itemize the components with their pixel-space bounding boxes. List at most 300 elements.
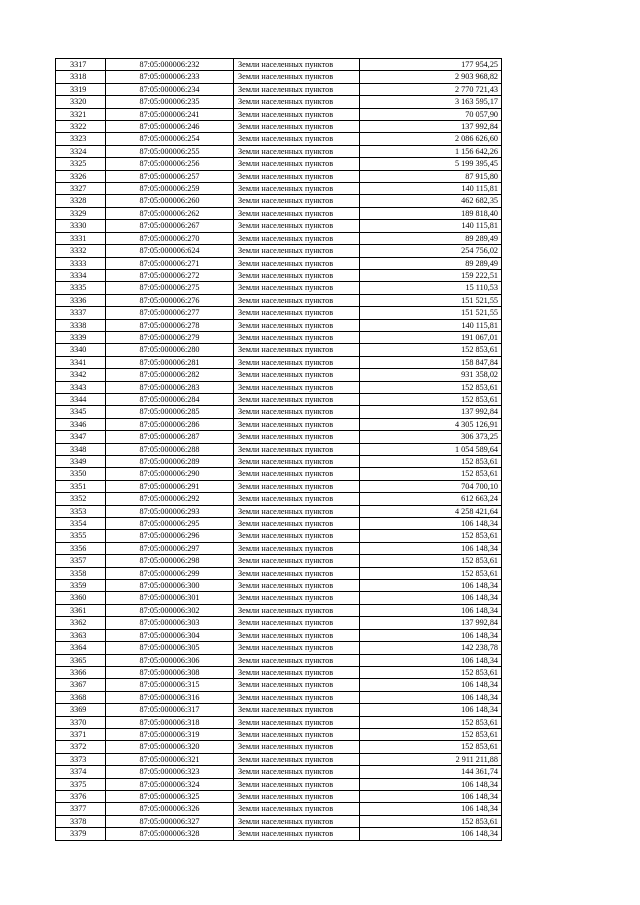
land-category-cell: Земли населенных пунктов	[234, 728, 360, 740]
cadastral-value-cell: 191 067,01	[360, 331, 502, 343]
table-row	[56, 679, 502, 691]
row-number-cell: 3355	[56, 530, 106, 542]
cadastral-value-cell: 152 853,61	[360, 666, 502, 678]
cadastral-value-cell: 704 700,10	[360, 480, 502, 492]
row-number-cell: 3320	[56, 96, 106, 108]
cadastral-number-cell: 87:05:000006:284	[106, 393, 234, 405]
table-body	[56, 59, 502, 841]
row-number-cell: 3347	[56, 431, 106, 443]
row-number-cell: 3330	[56, 220, 106, 232]
cadastral-value-cell: 106 148,34	[360, 592, 502, 604]
cadastral-number-cell: 87:05:000006:302	[106, 604, 234, 616]
table-row	[56, 728, 502, 740]
land-category-cell: Земли населенных пунктов	[234, 195, 360, 207]
cadastral-number-cell: 87:05:000006:317	[106, 704, 234, 716]
cadastral-number-cell: 87:05:000006:255	[106, 145, 234, 157]
table-row	[56, 555, 502, 567]
row-number-cell: 3352	[56, 493, 106, 505]
table-row	[56, 493, 502, 505]
cadastral-number-cell: 87:05:000006:232	[106, 59, 234, 71]
cadastral-value-cell: 106 148,34	[360, 778, 502, 790]
table-row	[56, 766, 502, 778]
cadastral-value-cell: 137 992,84	[360, 121, 502, 133]
row-number-cell: 3377	[56, 803, 106, 815]
row-number-cell: 3372	[56, 741, 106, 753]
cadastral-value-cell: 152 853,61	[360, 468, 502, 480]
cadastral-number-cell: 87:05:000006:277	[106, 307, 234, 319]
cadastral-value-cell: 106 148,34	[360, 704, 502, 716]
cadastral-value-cell: 106 148,34	[360, 542, 502, 554]
row-number-cell: 3324	[56, 145, 106, 157]
row-number-cell: 3322	[56, 121, 106, 133]
cadastral-number-cell: 87:05:000006:246	[106, 121, 234, 133]
cadastral-value-cell: 106 148,34	[360, 691, 502, 703]
cadastral-value-cell: 152 853,61	[360, 728, 502, 740]
row-number-cell: 3362	[56, 617, 106, 629]
row-number-cell: 3331	[56, 232, 106, 244]
cadastral-number-cell: 87:05:000006:286	[106, 418, 234, 430]
land-category-cell: Земли населенных пунктов	[234, 232, 360, 244]
cadastral-value-cell: 152 853,61	[360, 567, 502, 579]
cadastral-number-cell: 87:05:000006:323	[106, 766, 234, 778]
land-category-cell: Земли населенных пунктов	[234, 580, 360, 592]
cadastral-number-cell: 87:05:000006:301	[106, 592, 234, 604]
land-category-cell: Земли населенных пунктов	[234, 778, 360, 790]
cadastral-number-cell: 87:05:000006:305	[106, 642, 234, 654]
cadastral-number-cell: 87:05:000006:288	[106, 443, 234, 455]
table-row	[56, 741, 502, 753]
row-number-cell: 3329	[56, 207, 106, 219]
cadastral-value-cell: 4 258 421,64	[360, 505, 502, 517]
table-row	[56, 518, 502, 530]
land-category-cell: Земли населенных пунктов	[234, 679, 360, 691]
cadastral-number-cell: 87:05:000006:295	[106, 518, 234, 530]
cadastral-value-cell: 189 818,40	[360, 207, 502, 219]
cadastral-value-cell: 2 086 626,60	[360, 133, 502, 145]
land-category-cell: Земли населенных пунктов	[234, 245, 360, 257]
cadastral-value-cell: 140 115,81	[360, 319, 502, 331]
table-row	[56, 580, 502, 592]
land-category-cell: Земли населенных пунктов	[234, 121, 360, 133]
row-number-cell: 3357	[56, 555, 106, 567]
cadastral-value-cell: 158 847,84	[360, 356, 502, 368]
table-row	[56, 369, 502, 381]
cadastral-value-cell: 3 163 595,17	[360, 96, 502, 108]
cadastral-value-cell: 87 915,80	[360, 170, 502, 182]
row-number-cell: 3325	[56, 158, 106, 170]
row-number-cell: 3336	[56, 294, 106, 306]
table-row	[56, 269, 502, 281]
table-row	[56, 133, 502, 145]
land-category-cell: Земли населенных пунктов	[234, 71, 360, 83]
cadastral-number-cell: 87:05:000006:292	[106, 493, 234, 505]
cadastral-number-cell: 87:05:000006:270	[106, 232, 234, 244]
cadastral-value-cell: 89 289,49	[360, 257, 502, 269]
table-row	[56, 604, 502, 616]
land-category-cell: Земли населенных пунктов	[234, 269, 360, 281]
land-category-cell: Земли населенных пунктов	[234, 406, 360, 418]
cadastral-number-cell: 87:05:000006:328	[106, 828, 234, 840]
cadastral-value-cell: 4 305 126,91	[360, 418, 502, 430]
row-number-cell: 3321	[56, 108, 106, 120]
row-number-cell: 3343	[56, 381, 106, 393]
land-category-cell: Земли населенных пунктов	[234, 815, 360, 827]
cadastral-number-cell: 87:05:000006:315	[106, 679, 234, 691]
cadastral-number-cell: 87:05:000006:291	[106, 480, 234, 492]
cadastral-value-cell: 254 756,02	[360, 245, 502, 257]
land-category-cell: Земли населенных пунктов	[234, 480, 360, 492]
land-category-cell: Земли населенных пунктов	[234, 716, 360, 728]
cadastral-number-cell: 87:05:000006:260	[106, 195, 234, 207]
row-number-cell: 3318	[56, 71, 106, 83]
land-category-cell: Земли населенных пунктов	[234, 431, 360, 443]
land-category-cell: Земли населенных пунктов	[234, 133, 360, 145]
land-category-cell: Земли населенных пунктов	[234, 567, 360, 579]
table-row	[56, 642, 502, 654]
land-category-cell: Земли населенных пунктов	[234, 456, 360, 468]
cadastral-value-cell: 151 521,55	[360, 307, 502, 319]
table-row	[56, 257, 502, 269]
cadastral-number-cell: 87:05:000006:298	[106, 555, 234, 567]
row-number-cell: 3319	[56, 83, 106, 95]
land-category-cell: Земли населенных пунктов	[234, 418, 360, 430]
table-row	[56, 319, 502, 331]
cadastral-value-cell: 106 148,34	[360, 803, 502, 815]
land-category-cell: Земли населенных пунктов	[234, 803, 360, 815]
row-number-cell: 3342	[56, 369, 106, 381]
cadastral-number-cell: 87:05:000006:276	[106, 294, 234, 306]
row-number-cell: 3379	[56, 828, 106, 840]
table-row	[56, 294, 502, 306]
land-category-cell: Земли населенных пунктов	[234, 592, 360, 604]
table-row	[56, 406, 502, 418]
table-row	[56, 158, 502, 170]
land-category-cell: Земли населенных пунктов	[234, 294, 360, 306]
table-row	[56, 803, 502, 815]
table-row	[56, 282, 502, 294]
row-number-cell: 3339	[56, 331, 106, 343]
row-number-cell: 3328	[56, 195, 106, 207]
row-number-cell: 3370	[56, 716, 106, 728]
land-category-cell: Земли населенных пунктов	[234, 666, 360, 678]
table-row	[56, 220, 502, 232]
land-category-cell: Земли населенных пунктов	[234, 753, 360, 765]
table-row	[56, 356, 502, 368]
table-row	[56, 716, 502, 728]
cadastral-value-cell: 5 199 395,45	[360, 158, 502, 170]
cadastral-number-cell: 87:05:000006:321	[106, 753, 234, 765]
table-row	[56, 96, 502, 108]
table-row	[56, 790, 502, 802]
cadastral-number-cell: 87:05:000006:283	[106, 381, 234, 393]
cadastral-value-cell: 462 682,35	[360, 195, 502, 207]
cadastral-value-cell: 106 148,34	[360, 604, 502, 616]
table-row	[56, 542, 502, 554]
cadastral-number-cell: 87:05:000006:259	[106, 183, 234, 195]
land-category-cell: Земли населенных пунктов	[234, 369, 360, 381]
cadastral-value-cell: 152 853,61	[360, 815, 502, 827]
cadastral-value-cell: 144 361,74	[360, 766, 502, 778]
row-number-cell: 3338	[56, 319, 106, 331]
row-number-cell: 3367	[56, 679, 106, 691]
cadastral-number-cell: 87:05:000006:262	[106, 207, 234, 219]
row-number-cell: 3332	[56, 245, 106, 257]
cadastral-number-cell: 87:05:000006:326	[106, 803, 234, 815]
cadastral-number-cell: 87:05:000006:289	[106, 456, 234, 468]
cadastral-number-cell: 87:05:000006:324	[106, 778, 234, 790]
land-category-cell: Земли населенных пунктов	[234, 331, 360, 343]
table-row	[56, 71, 502, 83]
cadastral-number-cell: 87:05:000006:320	[106, 741, 234, 753]
cadastral-number-cell: 87:05:000006:306	[106, 654, 234, 666]
cadastral-number-cell: 87:05:000006:233	[106, 71, 234, 83]
cadastral-value-cell: 159 222,51	[360, 269, 502, 281]
table-row	[56, 704, 502, 716]
land-category-cell: Земли населенных пунктов	[234, 381, 360, 393]
row-number-cell: 3345	[56, 406, 106, 418]
cadastral-value-cell: 106 148,34	[360, 518, 502, 530]
row-number-cell: 3351	[56, 480, 106, 492]
cadastral-number-cell: 87:05:000006:327	[106, 815, 234, 827]
cadastral-number-cell: 87:05:000006:299	[106, 567, 234, 579]
table-row	[56, 778, 502, 790]
land-category-cell: Земли населенных пунктов	[234, 83, 360, 95]
cadastral-value-cell: 106 148,34	[360, 790, 502, 802]
land-category-cell: Земли населенных пунктов	[234, 741, 360, 753]
cadastral-number-cell: 87:05:000006:296	[106, 530, 234, 542]
cadastral-number-cell: 87:05:000006:297	[106, 542, 234, 554]
cadastral-number-cell: 87:05:000006:300	[106, 580, 234, 592]
cadastral-number-cell: 87:05:000006:316	[106, 691, 234, 703]
land-category-cell: Земли населенных пунктов	[234, 307, 360, 319]
cadastral-value-cell: 152 853,61	[360, 456, 502, 468]
land-category-cell: Земли населенных пунктов	[234, 654, 360, 666]
row-number-cell: 3374	[56, 766, 106, 778]
land-category-cell: Земли населенных пунктов	[234, 766, 360, 778]
cadastral-number-cell: 87:05:000006:319	[106, 728, 234, 740]
row-number-cell: 3317	[56, 59, 106, 71]
table-row	[56, 232, 502, 244]
cadastral-number-cell: 87:05:000006:285	[106, 406, 234, 418]
land-category-cell: Земли населенных пунктов	[234, 828, 360, 840]
cadastral-value-cell: 2 770 721,43	[360, 83, 502, 95]
table-row	[56, 418, 502, 430]
cadastral-value-cell: 931 358,02	[360, 369, 502, 381]
land-category-cell: Земли населенных пунктов	[234, 282, 360, 294]
cadastral-number-cell: 87:05:000006:279	[106, 331, 234, 343]
cadastral-value-cell: 106 148,34	[360, 654, 502, 666]
land-category-cell: Земли населенных пунктов	[234, 555, 360, 567]
cadastral-number-cell: 87:05:000006:293	[106, 505, 234, 517]
cadastral-value-cell: 152 853,61	[360, 381, 502, 393]
land-category-cell: Земли населенных пунктов	[234, 443, 360, 455]
cadastral-number-cell: 87:05:000006:275	[106, 282, 234, 294]
table-row	[56, 121, 502, 133]
table-row	[56, 307, 502, 319]
cadastral-value-cell: 612 663,24	[360, 493, 502, 505]
cadastral-number-cell: 87:05:000006:308	[106, 666, 234, 678]
cadastral-number-cell: 87:05:000006:280	[106, 344, 234, 356]
cadastral-number-cell: 87:05:000006:282	[106, 369, 234, 381]
table-row	[56, 592, 502, 604]
cadastral-number-cell: 87:05:000006:318	[106, 716, 234, 728]
table-row	[56, 505, 502, 517]
land-category-cell: Земли населенных пунктов	[234, 468, 360, 480]
cadastral-value-cell: 152 853,61	[360, 393, 502, 405]
row-number-cell: 3359	[56, 580, 106, 592]
cadastral-value-cell: 2 903 968,82	[360, 71, 502, 83]
row-number-cell: 3376	[56, 790, 106, 802]
cadastral-number-cell: 87:05:000006:257	[106, 170, 234, 182]
cadastral-value-cell: 306 373,25	[360, 431, 502, 443]
cadastral-value-cell: 137 992,84	[360, 406, 502, 418]
cadastral-number-cell: 87:05:000006:267	[106, 220, 234, 232]
row-number-cell: 3353	[56, 505, 106, 517]
row-number-cell: 3356	[56, 542, 106, 554]
land-category-cell: Земли населенных пунктов	[234, 393, 360, 405]
cadastral-number-cell: 87:05:000006:256	[106, 158, 234, 170]
row-number-cell: 3340	[56, 344, 106, 356]
land-category-cell: Земли населенных пунктов	[234, 183, 360, 195]
land-category-cell: Земли населенных пунктов	[234, 170, 360, 182]
table-row	[56, 443, 502, 455]
cadastral-value-table	[55, 58, 502, 841]
row-number-cell: 3371	[56, 728, 106, 740]
table-row	[56, 331, 502, 343]
cadastral-number-cell: 87:05:000006:235	[106, 96, 234, 108]
row-number-cell: 3327	[56, 183, 106, 195]
row-number-cell: 3354	[56, 518, 106, 530]
land-category-cell: Земли населенных пунктов	[234, 207, 360, 219]
cadastral-value-cell: 106 148,34	[360, 580, 502, 592]
land-category-cell: Земли населенных пунктов	[234, 530, 360, 542]
land-category-cell: Земли населенных пунктов	[234, 629, 360, 641]
row-number-cell: 3360	[56, 592, 106, 604]
row-number-cell: 3378	[56, 815, 106, 827]
cadastral-number-cell: 87:05:000006:303	[106, 617, 234, 629]
land-category-cell: Земли населенных пунктов	[234, 220, 360, 232]
row-number-cell: 3323	[56, 133, 106, 145]
table-row	[56, 456, 502, 468]
cadastral-value-cell: 140 115,81	[360, 183, 502, 195]
row-number-cell: 3334	[56, 269, 106, 281]
cadastral-value-cell: 177 954,25	[360, 59, 502, 71]
land-category-cell: Земли населенных пунктов	[234, 145, 360, 157]
table-row	[56, 530, 502, 542]
row-number-cell: 3350	[56, 468, 106, 480]
land-category-cell: Земли населенных пунктов	[234, 344, 360, 356]
land-category-cell: Земли населенных пунктов	[234, 356, 360, 368]
cadastral-number-cell: 87:05:000006:304	[106, 629, 234, 641]
cadastral-value-cell: 1 054 589,64	[360, 443, 502, 455]
table-row	[56, 381, 502, 393]
cadastral-value-cell: 15 110,53	[360, 282, 502, 294]
cadastral-value-cell: 2 911 211,88	[360, 753, 502, 765]
table-row	[56, 108, 502, 120]
cadastral-value-cell: 137 992,84	[360, 617, 502, 629]
table-row	[56, 344, 502, 356]
row-number-cell: 3344	[56, 393, 106, 405]
table-row	[56, 183, 502, 195]
row-number-cell: 3361	[56, 604, 106, 616]
cadastral-value-cell: 152 853,61	[360, 741, 502, 753]
row-number-cell: 3333	[56, 257, 106, 269]
cadastral-number-cell: 87:05:000006:287	[106, 431, 234, 443]
cadastral-number-cell: 87:05:000006:271	[106, 257, 234, 269]
table-row	[56, 828, 502, 840]
table-row	[56, 431, 502, 443]
row-number-cell: 3369	[56, 704, 106, 716]
cadastral-number-cell: 87:05:000006:272	[106, 269, 234, 281]
land-category-cell: Земли населенных пунктов	[234, 319, 360, 331]
cadastral-value-cell: 152 853,61	[360, 530, 502, 542]
cadastral-value-cell: 140 115,81	[360, 220, 502, 232]
cadastral-value-cell: 152 853,61	[360, 716, 502, 728]
table-row	[56, 145, 502, 157]
table-row	[56, 170, 502, 182]
table-row	[56, 393, 502, 405]
table-row	[56, 815, 502, 827]
land-category-cell: Земли населенных пунктов	[234, 691, 360, 703]
cadastral-number-cell: 87:05:000006:241	[106, 108, 234, 120]
cadastral-value-cell: 1 156 642,26	[360, 145, 502, 157]
land-category-cell: Земли населенных пунктов	[234, 158, 360, 170]
cadastral-value-cell: 142 238,78	[360, 642, 502, 654]
row-number-cell: 3337	[56, 307, 106, 319]
row-number-cell: 3365	[56, 654, 106, 666]
row-number-cell: 3349	[56, 456, 106, 468]
row-number-cell: 3366	[56, 666, 106, 678]
land-category-cell: Земли населенных пунктов	[234, 790, 360, 802]
land-category-cell: Земли населенных пунктов	[234, 96, 360, 108]
row-number-cell: 3375	[56, 778, 106, 790]
cadastral-number-cell: 87:05:000006:290	[106, 468, 234, 480]
land-category-cell: Земли населенных пунктов	[234, 493, 360, 505]
row-number-cell: 3335	[56, 282, 106, 294]
cadastral-number-cell: 87:05:000006:254	[106, 133, 234, 145]
land-category-cell: Земли населенных пунктов	[234, 617, 360, 629]
row-number-cell: 3364	[56, 642, 106, 654]
cadastral-number-cell: 87:05:000006:234	[106, 83, 234, 95]
cadastral-value-cell: 89 289,49	[360, 232, 502, 244]
table-row	[56, 59, 502, 71]
row-number-cell: 3358	[56, 567, 106, 579]
table-row	[56, 654, 502, 666]
land-category-cell: Земли населенных пунктов	[234, 542, 360, 554]
row-number-cell: 3368	[56, 691, 106, 703]
land-category-cell: Земли населенных пунктов	[234, 59, 360, 71]
row-number-cell: 3326	[56, 170, 106, 182]
row-number-cell: 3348	[56, 443, 106, 455]
land-category-cell: Земли населенных пунктов	[234, 257, 360, 269]
cadastral-value-cell: 152 853,61	[360, 344, 502, 356]
table-row	[56, 617, 502, 629]
table-row	[56, 195, 502, 207]
row-number-cell: 3341	[56, 356, 106, 368]
document-page	[55, 58, 501, 841]
cadastral-number-cell: 87:05:000006:325	[106, 790, 234, 802]
table-row	[56, 207, 502, 219]
row-number-cell: 3363	[56, 629, 106, 641]
table-row	[56, 480, 502, 492]
table-row	[56, 629, 502, 641]
land-category-cell: Земли населенных пунктов	[234, 604, 360, 616]
table-row	[56, 245, 502, 257]
cadastral-value-cell: 106 148,34	[360, 828, 502, 840]
cadastral-value-cell: 70 057,90	[360, 108, 502, 120]
cadastral-value-cell: 106 148,34	[360, 679, 502, 691]
table-row	[56, 83, 502, 95]
